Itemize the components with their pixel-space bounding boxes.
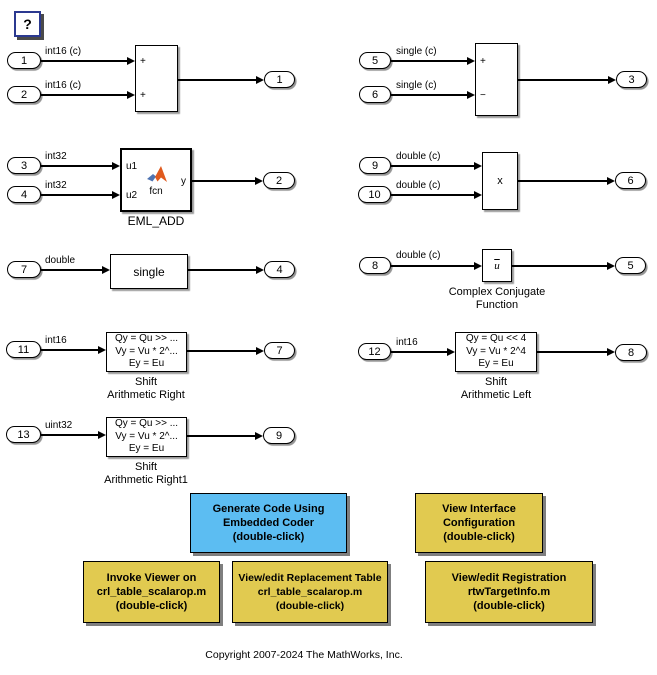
button-line: (double-click) (473, 600, 545, 612)
outport-8[interactable] (615, 344, 647, 361)
signal-wire[interactable] (391, 60, 467, 61)
block-caption: Shift Arithmetic Right (107, 376, 185, 401)
arrowhead-icon (607, 177, 615, 185)
inport-5-label: 5 (371, 54, 379, 67)
signal-wire[interactable] (41, 434, 98, 435)
arrowhead-icon (256, 266, 264, 274)
signal-label: double (c) (396, 250, 441, 261)
block-caption: EML_ADD (127, 214, 185, 228)
outport-9[interactable] (263, 427, 295, 444)
inport-6-label: 6 (371, 88, 379, 101)
arrowhead-icon (256, 347, 264, 355)
inport-10-label: 10 (368, 188, 381, 201)
outport-9-label: 9 (275, 429, 283, 442)
signal-wire[interactable] (41, 60, 127, 61)
button-line: Generate Code Using (212, 503, 325, 515)
block-caption: Shift Arithmetic Right1 (104, 461, 188, 486)
arrowhead-icon (447, 348, 455, 356)
shift-arithmetic-right-block[interactable] (106, 332, 187, 372)
arrowhead-icon (607, 348, 615, 356)
outport-1[interactable] (264, 71, 295, 88)
shift-arithmetic-right1-block[interactable] (106, 417, 187, 457)
input-port-label: u1 (126, 161, 138, 172)
outport-1-label: 1 (276, 73, 283, 86)
inport-13[interactable] (6, 426, 41, 443)
product-block[interactable] (482, 152, 518, 210)
inport-9[interactable] (359, 157, 391, 174)
button-line: rtwTargetInfo.m (467, 586, 551, 598)
button-line: crl_table_scalarop.m (257, 586, 363, 598)
arrowhead-icon (255, 177, 263, 185)
shift-arithmetic-left-block[interactable] (455, 332, 537, 372)
inport-3-label: 3 (20, 159, 28, 172)
plus-sign: + (140, 90, 146, 101)
signal-wire[interactable] (391, 94, 467, 95)
button-line: (double-click) (115, 600, 188, 612)
block-caption: Shift Arithmetic Left (460, 376, 532, 401)
help-block[interactable] (14, 11, 41, 37)
outport-4[interactable] (264, 261, 295, 278)
arrowhead-icon (127, 91, 135, 99)
outport-2-label: 2 (275, 174, 283, 187)
arrowhead-icon (112, 162, 120, 170)
inport-7-label: 7 (20, 263, 28, 276)
equation-line: Vy = Vu * 2^... (115, 430, 178, 442)
outport-6-label: 6 (627, 174, 634, 187)
plus-sign: + (140, 56, 146, 67)
signal-label: double (c) (396, 151, 441, 162)
outport-2[interactable] (263, 172, 295, 189)
signal-label: double (45, 255, 76, 266)
outport-3[interactable] (616, 71, 647, 88)
arrowhead-icon (98, 346, 106, 354)
outport-7-label: 7 (276, 344, 283, 357)
outport-3-label: 3 (628, 73, 635, 86)
equation-line: Vy = Vu * 2^... (115, 345, 178, 357)
equation-line: Qy = Qu << 4 (465, 333, 527, 345)
signal-label: single (c) (396, 80, 437, 91)
equation-line: Ey = Eu (478, 358, 514, 370)
equation-line: Qy = Qu >> ... (114, 418, 179, 430)
button-line: (double-click) (275, 600, 345, 612)
outport-7[interactable] (264, 342, 295, 359)
arrowhead-icon (474, 191, 482, 199)
inport-1[interactable] (7, 52, 41, 69)
equation-line: Ey = Eu (128, 358, 165, 370)
arrowhead-icon (102, 266, 110, 274)
inport-2-label: 2 (20, 88, 28, 101)
button-view-replacement-table[interactable] (232, 561, 388, 623)
inport-9-label: 9 (371, 159, 379, 172)
inport-8[interactable] (359, 257, 391, 274)
complex-conjugate-block[interactable] (482, 249, 512, 282)
signal-wire[interactable] (41, 94, 127, 95)
button-generate-code[interactable] (190, 493, 347, 553)
button-line: Embedded Coder (222, 517, 315, 529)
inport-6[interactable] (359, 86, 391, 103)
arrowhead-icon (112, 191, 120, 199)
signal-wire[interactable] (41, 349, 98, 350)
inport-1-label: 1 (20, 54, 28, 67)
arrowhead-icon (607, 262, 615, 270)
arrowhead-icon (474, 162, 482, 170)
inport-8-label: 8 (371, 259, 379, 272)
signal-label: int16 (45, 335, 67, 346)
arrowhead-icon (98, 431, 106, 439)
plus-sign: + (480, 56, 486, 67)
arrowhead-icon (467, 91, 475, 99)
arrowhead-icon (256, 76, 264, 84)
block-caption: Complex Conjugate Function (448, 286, 546, 311)
signal-wire[interactable] (41, 165, 112, 166)
signal-wire[interactable] (518, 79, 608, 80)
arrowhead-icon (127, 57, 135, 65)
button-line: Invoke Viewer on (106, 572, 197, 584)
signal-wire[interactable] (188, 269, 256, 270)
sum-block-int16[interactable] (135, 45, 178, 112)
inport-12[interactable] (358, 343, 391, 360)
copyright-text: Copyright 2007-2024 The MathWorks, Inc. (205, 649, 403, 661)
arrowhead-icon (467, 57, 475, 65)
matlab-function-block[interactable] (120, 148, 192, 212)
signal-wire[interactable] (187, 435, 255, 436)
sum-block-single[interactable] (475, 43, 518, 116)
signal-label: int32 (45, 180, 67, 191)
conjugate-glyph: $\overline{u}$ (494, 259, 500, 272)
fcn-caption: fcn (149, 186, 163, 197)
signal-label: int16 (c) (45, 80, 82, 91)
data-type-conversion-block[interactable] (110, 254, 188, 289)
inport-11[interactable] (6, 341, 41, 358)
signal-label: int32 (45, 151, 67, 162)
signal-wire[interactable] (518, 180, 607, 181)
signal-wire[interactable] (41, 269, 102, 270)
inport-11-label: 11 (17, 343, 30, 356)
signal-wire[interactable] (391, 194, 474, 195)
signal-label: single (c) (396, 46, 437, 57)
equation-line: Ey = Eu (128, 443, 165, 455)
input-port-label: u2 (126, 190, 138, 201)
button-invoke-viewer[interactable] (83, 561, 220, 623)
button-view-interface[interactable] (415, 493, 543, 553)
inport-10[interactable] (358, 186, 391, 203)
outport-4-label: 4 (276, 263, 283, 276)
arrowhead-icon (255, 432, 263, 440)
inport-4-label: 4 (20, 188, 28, 201)
outport-5[interactable] (615, 257, 646, 274)
signal-wire[interactable] (41, 194, 112, 195)
signal-wire[interactable] (178, 79, 256, 80)
signal-wire[interactable] (537, 351, 607, 352)
signal-wire[interactable] (391, 265, 474, 266)
multiply-sign: x (497, 175, 503, 187)
button-line: View/edit Registration (451, 572, 567, 584)
arrowhead-icon (608, 76, 616, 84)
button-line: View Interface (442, 503, 516, 515)
inport-12-label: 12 (368, 345, 381, 358)
equation-line: Qy = Qu >> ... (114, 333, 179, 345)
inport-3[interactable] (7, 157, 41, 174)
button-line: crl_table_scalarop.m (96, 586, 207, 598)
matlab-fcn-icon (147, 165, 169, 185)
signal-label: int16 (396, 337, 418, 348)
signal-label: double (c) (396, 180, 441, 191)
conversion-type-label: single (133, 264, 165, 279)
inport-2[interactable] (7, 86, 41, 103)
signal-label: int16 (c) (45, 46, 82, 57)
button-line: (double-click) (232, 531, 305, 543)
button-line: (double-click) (443, 531, 515, 543)
inport-4[interactable] (7, 186, 41, 203)
button-line: View/edit Replacement Table (238, 572, 382, 584)
output-port-label: y (181, 176, 186, 187)
arrowhead-icon (474, 262, 482, 270)
signal-wire[interactable] (512, 265, 607, 266)
signal-wire[interactable] (391, 165, 474, 166)
button-line: Configuration (442, 517, 516, 529)
signal-wire[interactable] (192, 180, 255, 181)
outport-6[interactable] (615, 172, 646, 189)
help-label: ? (23, 16, 32, 32)
signal-wire[interactable] (187, 350, 256, 351)
signal-label: uint32 (45, 420, 73, 431)
outport-5-label: 5 (627, 259, 634, 272)
inport-7[interactable] (7, 261, 41, 278)
equation-line: Vy = Vu * 2^4 (466, 345, 526, 357)
outport-8-label: 8 (627, 346, 635, 359)
signal-wire[interactable] (391, 351, 447, 352)
inport-5[interactable] (359, 52, 391, 69)
minus-sign: − (480, 90, 486, 101)
inport-13-label: 13 (17, 428, 30, 441)
button-view-registration[interactable] (425, 561, 593, 623)
